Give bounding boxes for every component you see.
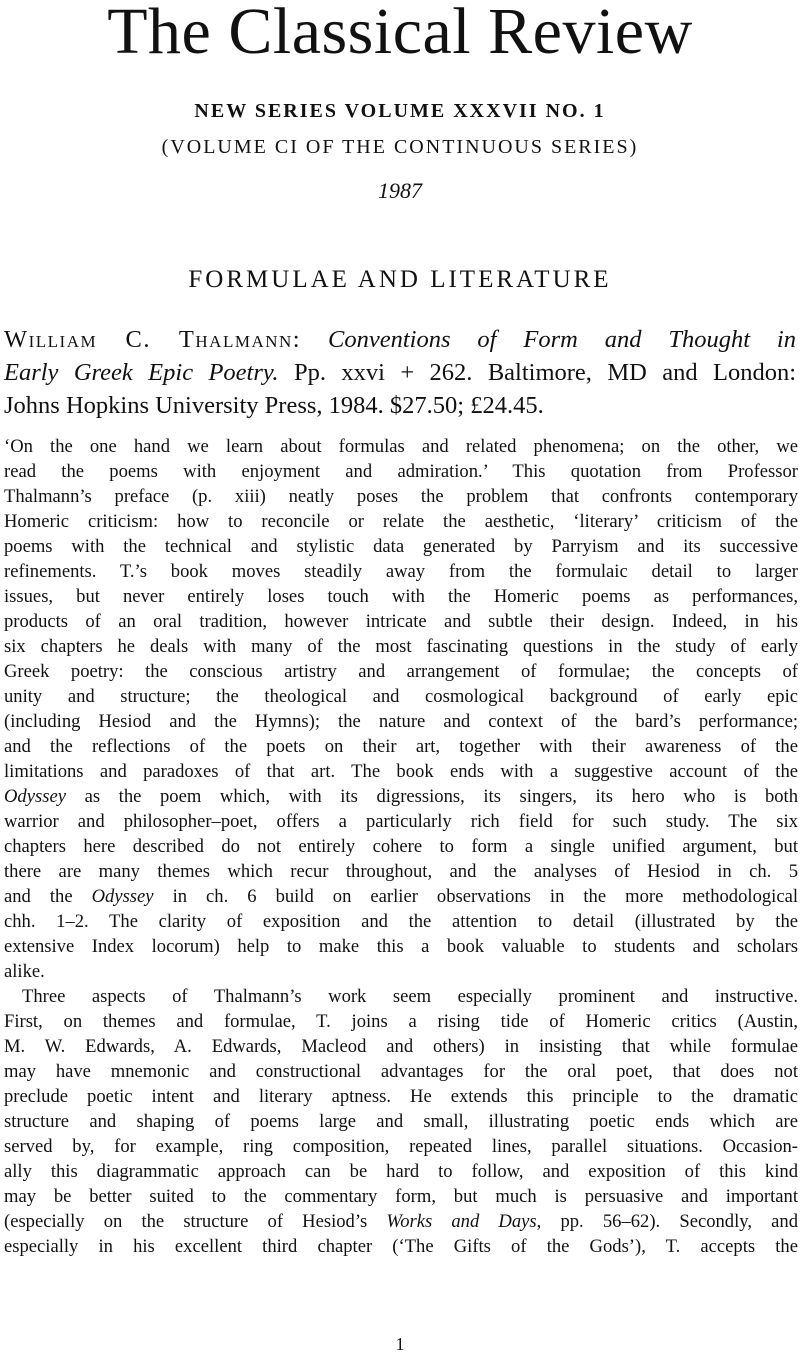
citation-line-3 bbox=[4, 390, 796, 422]
body-line: Odyssey as the poem which, with its digressions, its singers, its hero who is both bbox=[4, 786, 798, 807]
body-line: may be better suited to the commentary form, but much is persuasive and important bbox=[4, 1186, 798, 1207]
body-line: First, on themes and formulae, T. joins a rising tide of Homeric critics (Austin, bbox=[4, 1011, 798, 1032]
body-line: M. W. Edwards, A. Edwards, Macleod and others) in insisting that while formulae bbox=[4, 1036, 798, 1057]
body-line: and the reflections of the poets on their art, together with their awareness of the bbox=[4, 736, 798, 757]
body-line: ally this diagrammatic approach can be hard to follow, and exposition of this kind bbox=[4, 1161, 798, 1182]
body-line: refinements. T.’s book moves steadily away from the formulaic detail to larger bbox=[4, 561, 798, 582]
body-line: issues, but never entirely loses touch with the Homeric poems as performances, bbox=[4, 586, 798, 607]
body-line: there are many themes which recur throughout, and the analyses of Hesiod in ch. 5 bbox=[4, 861, 798, 882]
publication-year: 1987 bbox=[378, 178, 422, 203]
body-line: Greek poetry: the conscious artistry and arrangement of formulae; the concepts of bbox=[4, 661, 798, 682]
book-pages: Pp. xxvi + 262. Baltimore, MD and London: bbox=[293, 359, 796, 386]
body-line: Three aspects of Thalmann’s work seem especially prominent and instructive. bbox=[22, 986, 798, 1007]
author-name: William C. Thalmann: bbox=[4, 326, 302, 353]
italic-title: Odyssey bbox=[91, 886, 154, 907]
book-title-part-2: Early Greek Epic Poetry. bbox=[4, 359, 279, 386]
body-line: preclude poetic intent and literary aptness. He extends this principle to the dramatic bbox=[4, 1086, 798, 1107]
body-line: served by, for example, ring composition, repeated lines, parallel situations. Occasion- bbox=[4, 1136, 798, 1157]
journal-title: The Classical Review bbox=[107, 0, 693, 68]
citation-line-1 bbox=[4, 324, 796, 356]
page-number: 1 bbox=[395, 1334, 405, 1354]
series-line-2: (VOLUME CI OF THE CONTINUOUS SERIES) bbox=[161, 136, 639, 158]
italic-title: Works and Days bbox=[386, 1211, 537, 1232]
article-title: FORMULAE AND LITERATURE bbox=[188, 266, 612, 293]
citation-line-2 bbox=[4, 357, 796, 389]
book-title-part-1: Conventions of Form and Thought in bbox=[328, 326, 796, 353]
body-line: especially in his excellent third chapter (‘The Gifts of the Gods’), T. accepts the bbox=[4, 1236, 798, 1257]
body-line: alike. bbox=[4, 961, 45, 982]
body-line: ‘On the one hand we learn about formulas and related phenomena; on the other, we bbox=[4, 436, 798, 457]
body-line: may have mnemonic and constructional advantages for the oral poet, that does not bbox=[4, 1061, 798, 1082]
body-line: Homeric criticism: how to reconcile or relate the aesthetic, ‘literary’ criticism of the bbox=[4, 511, 798, 532]
body-line: structure and shaping of poems large and small, illustrating poetic ends which are bbox=[4, 1111, 798, 1132]
body-line: read the poems with enjoyment and admiration.’ This quotation from Professor bbox=[4, 461, 798, 482]
italic-title: Odyssey bbox=[4, 786, 66, 807]
body-line: limitations and paradoxes of that art. The book ends with a suggestive account of the bbox=[4, 761, 798, 782]
body-line: six chapters he deals with many of the most fascinating questions in the study of early bbox=[4, 636, 798, 657]
body-line: and the Odyssey in ch. 6 build on earlier observations in the more methodological bbox=[4, 886, 798, 907]
body-line: Thalmann’s preface (p. xiii) neatly poses the problem that confronts contemporary bbox=[4, 486, 798, 507]
body-line: chapters here described do not entirely cohere to form a single unified argument, but bbox=[4, 836, 798, 857]
body-line: unity and structure; the theological and cosmological background of early epic bbox=[4, 686, 798, 707]
series-line-1: NEW SERIES VOLUME XXXVII NO. 1 bbox=[194, 100, 606, 122]
body-line: warrior and philosopher–poet, offers a particularly rich field for such study. The six bbox=[4, 811, 798, 832]
body-line: extensive Index locorum) help to make this a book valuable to students and scholars bbox=[4, 936, 798, 957]
book-publisher: Johns Hopkins University Press, 1984. $27.50; £24.45. bbox=[4, 392, 544, 419]
body-line: products of an oral tradition, however intricate and subtle their design. Indeed, in his bbox=[4, 611, 798, 632]
body-line: (including Hesiod and the Hymns); the nature and context of the bard’s performance; bbox=[4, 711, 798, 732]
body-line: chh. 1–2. The clarity of exposition and the attention to detail (illustrated by the bbox=[4, 911, 798, 932]
body-line: poems with the technical and stylistic data generated by Parryism and its successive bbox=[4, 536, 798, 557]
body-line: (especially on the structure of Hesiod’s Works and Days, pp. 56–62). Secondly, and bbox=[4, 1211, 798, 1232]
